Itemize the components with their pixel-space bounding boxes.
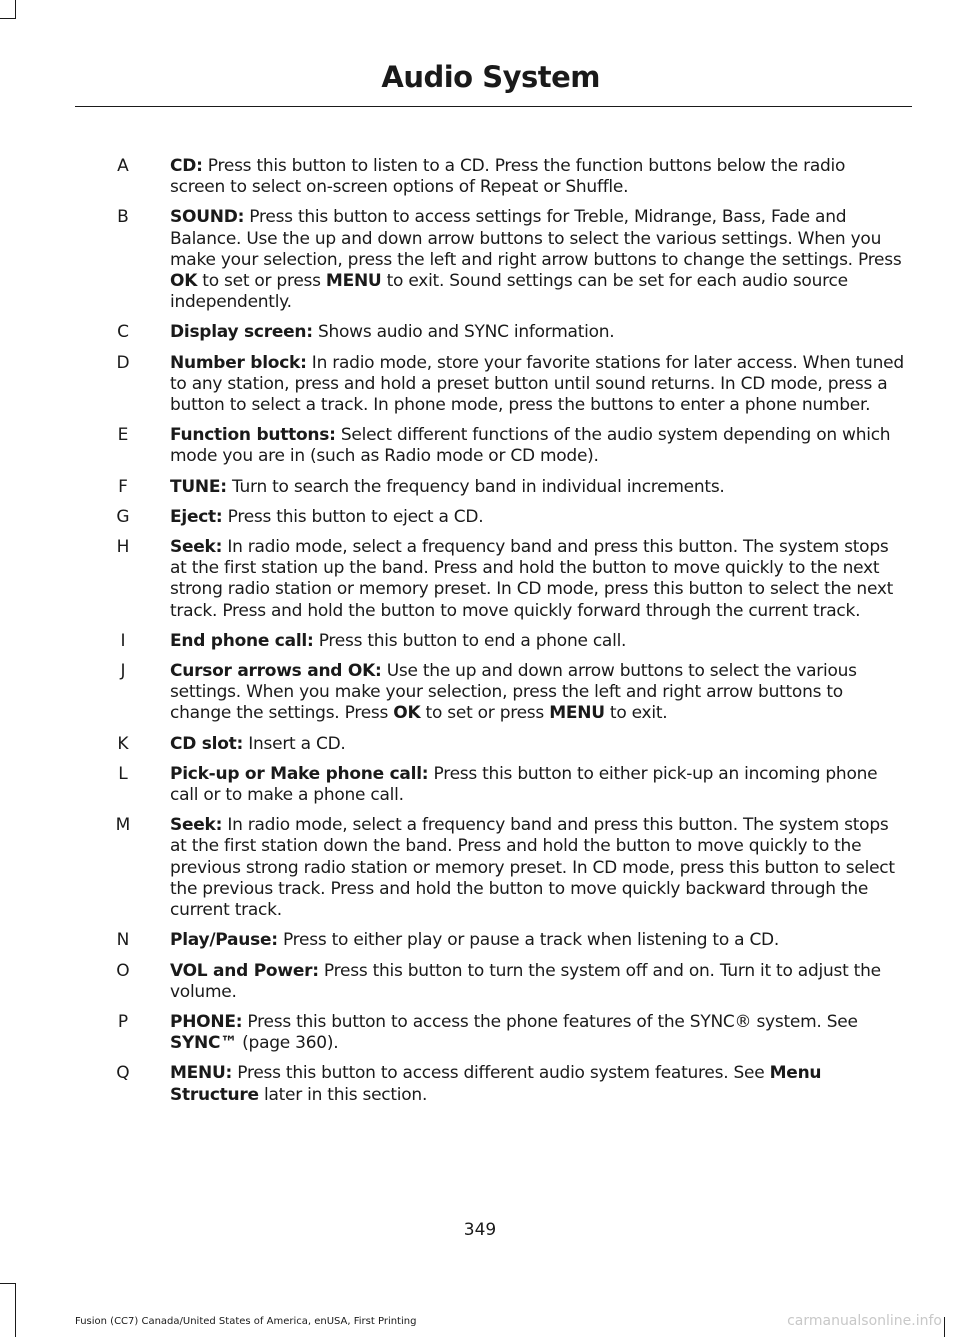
entry-term: Display screen: [170,322,313,343]
entry-term: Seek: [170,815,223,836]
entry-b [0,207,960,313]
entry-term: Seek: [170,537,223,558]
entry-term: End phone call: [170,630,314,651]
entry-text: Select different functions of the audio system depending on which mode you are in (such as Radio mode or CD mode). [170,425,891,467]
entry-description [170,815,905,921]
entry-term: CD slot: [170,733,244,754]
entry-letter: M [115,815,131,836]
entry-text: In radio mode, select a frequency band and press this button. The system stops at the first station up the band. Press and hold the button to move quickly to the next strong radio station or memory preset. In CD mode, press this button to select the next track. Press and hold the button to move quickly forward through the current track. [170,537,894,621]
entry-text: Press this button to access settings for Treble, Midrange, Bass, Fade and Balance. Use the up and down arrow buttons to select the various settings. When you make your selection, press the left and right arrow buttons to change the settings. Press [170,207,902,270]
entry-description [170,1063,905,1105]
entry-emphasis: OK [393,703,421,724]
entry-description [170,631,905,652]
entry-letter: H [116,537,130,558]
entry-text: to set or press [420,703,550,724]
entry-term: Eject: [170,506,223,527]
entry-text: Insert a CD. [243,733,346,754]
entry-letter: G [116,506,130,527]
entry-h [0,537,960,622]
entry-q [0,1063,960,1105]
entry-p [0,1012,960,1054]
entry-d [0,353,960,417]
entry-i [0,631,960,652]
entry-letter: E [117,425,129,446]
entry-letter: O [116,960,130,981]
entry-n [0,930,960,951]
entry-description [170,930,905,951]
entry-term: Play/Pause: [170,930,278,951]
entry-term: Number block: [170,352,307,373]
entry-text: In radio mode, store your favorite stations for later access. When tuned to any station, press and hold a preset button until sound returns. In CD mode, press a button to select a track. In phone mode, press the buttons to enter a phone number. [170,352,904,416]
entry-text: Press this button to access the phone features of the SYNC® system. See [242,1011,858,1032]
entry-description [170,537,905,622]
entry-term: PHONE: [170,1011,243,1032]
entry-emphasis: Menu Structure [170,1063,822,1105]
crop-mark-bottom-left-v [15,1283,16,1337]
entry-emphasis: MENU [325,271,382,292]
page-number: 349 [463,1220,497,1240]
entry-description [170,661,905,725]
entry-letter: P [117,1011,129,1032]
entry-description [170,425,905,467]
entry-letter: N [116,930,130,951]
entry-emphasis: OK [170,271,198,292]
entry-letter: Q [116,1063,130,1084]
entry-term: Cursor arrows and OK: [170,661,382,682]
entry-o [0,961,960,1003]
entry-term: VOL and Power: [170,960,319,981]
entry-list [0,156,960,1115]
entry-g [0,507,960,528]
entry-k [0,734,960,755]
entry-letter: J [120,661,126,682]
entry-text: to exit. Sound settings can be set for each audio source independently. [170,271,848,313]
entry-text: In radio mode, select a frequency band and press this button. The system stops at the first station down the band. Press and hold the button to move quickly to the previous strong radio station or memory preset. In CD mode, press this button to select the previous track. Press and hold the button to move quickly backward through the current track. [170,815,895,921]
crop-mark-top-left-h [0,18,16,19]
entry-text: to exit. [604,703,668,724]
page-title: Audio System [381,60,600,94]
entry-letter: D [116,352,130,373]
entry-term: Pick-up or Make phone call: [170,763,429,784]
entry-text: Press this button to access different audio system features. See [232,1063,770,1084]
entry-m [0,815,960,921]
entry-c [0,322,960,343]
entry-letter: A [117,156,129,176]
entry-description [170,353,905,417]
entry-term: Function buttons: [170,425,336,446]
entry-description [170,477,905,498]
entry-description [170,764,905,806]
entry-letter: L [118,763,128,784]
header-rule [75,106,912,107]
entry-letter: I [120,630,126,651]
entry-text: Turn to search the frequency band in individual increments. [226,476,725,497]
entry-text: to set or press [197,271,326,292]
entry-description [170,961,905,1003]
entry-description [170,734,905,755]
entry-description [170,507,905,528]
entry-l [0,764,960,806]
entry-description [170,322,905,343]
entry-text: Press this button to turn the system off and on. Turn it to adjust the volume. [170,960,881,1002]
crop-mark-bottom-left-h [0,1283,16,1284]
entry-letter: B [117,207,129,228]
entry-description [170,156,905,198]
entry-text: Press to either play or pause a track when listening to a CD. [277,930,780,951]
entry-term: MENU: [170,1063,233,1084]
entry-text: Shows audio and SYNC information. [312,322,615,343]
entry-a [0,156,960,198]
entry-text: (page 360). [237,1033,339,1054]
entry-emphasis: MENU [549,703,605,724]
entry-text: Press this button to listen to a CD. Press the function buttons below the radio screen to select on-screen options of Repeat or Shuffle. [170,156,846,198]
entry-text: Use the up and down arrow buttons to select the various settings. When you make your selection, press the left and right arrow buttons to change the settings. Press [170,661,857,724]
entry-f [0,477,960,498]
entry-letter: C [117,322,129,343]
entry-j [0,661,960,725]
entry-letter: F [118,476,128,497]
crop-mark-bottom-right-v [944,1317,945,1337]
entry-term: TUNE: [170,476,227,497]
entry-e [0,425,960,467]
entry-emphasis: SYNC™ [170,1033,238,1054]
entry-description [170,207,905,313]
entry-description [170,1012,905,1054]
footer-text: Fusion (CC7) Canada/United States of America, enUSA, First Printing [75,1316,417,1327]
entry-text: later in this section. [258,1084,428,1105]
entry-letter: K [117,733,129,754]
entry-term: CD: [170,156,203,176]
entry-text: Press this button to either pick-up an incoming phone call or to make a phone call. [170,763,878,806]
entry-text: Press this button to eject a CD. [222,506,484,527]
entry-term: SOUND: [170,207,245,228]
crop-mark-top-left-v [15,0,16,18]
entry-text: Press this button to end a phone call. [313,630,627,651]
watermark: carmanualsonline.info [787,1313,942,1329]
